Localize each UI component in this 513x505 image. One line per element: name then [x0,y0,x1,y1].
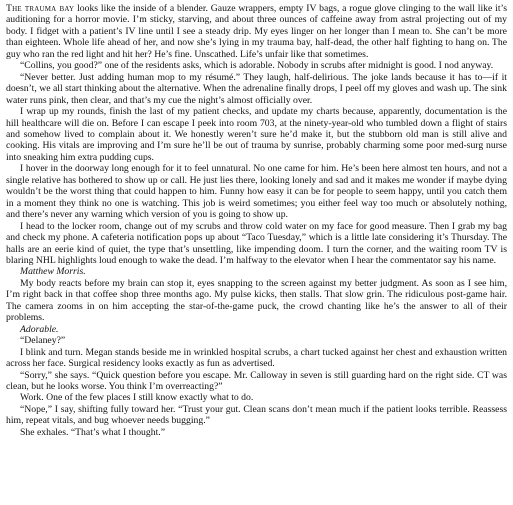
paragraph-1-text: looks like the inside of a blender. Gauze wrappers, empty IV bags, a rogue glove clinging to the wall like it’s auditioning for a horror movie. I’m sticky, starving, and about three ounces of caffeine away from astral projecting out of my body. I fidget with a patient’s IV line until I see a steady drip. My eyes linger on her longer than I mean to. She can’t be more than eighteen. Whole life ahead of her, and now she’s lying in my trauma bay, half-dead, the other half fighting to hang on. The guy who ran the red light and hit her? He’s fine. Unscathed. Life’s unfair like that sometimes. [6,3,507,60]
chapter-lead-in: The trauma bay [6,3,75,14]
paragraph-5: I hover in the doorway long enough for it to feel unnatural. No one came for him. He’s been here almost ten hours, and not a single relative has bothered to show up or call. He just lies there, looking lonely and sad and it makes me wonder if maybe dying wouldn’t be the worst thing that could happen to him. Funny how easy it can be for people to seem happy, until you catch them in a moment they think no one is watching. This job is weird sometimes; you either feel way too much or absolutely nothing, and there’s never any warning which version of you is going to show up. [6,163,507,221]
paragraph-15: She exhales. “That’s what I thought.” [20,426,166,438]
paragraph-10: “Delaney?” [20,335,66,347]
paragraph-3: “Never better. Just adding human mop to my résumé.” They laugh, half-delirious. The joke lands because it has to—if it doesn’t, we all start thinking about the alternative. When the adrenaline finally drops, I peel off my gloves and wash up. The sink water runs pink, then clear, and that’s my cue the night’s almost officially over. [6,71,507,106]
paragraph-11: I blink and turn. Megan stands beside me in wrinkled hospital scrubs, a chart tucked against her chest and exhaustion written across her face. Surgical residency looks exactly as fun as advertised. [6,346,507,370]
paragraph-2: “Collins, you good?” one of the residents asks, which is adorable. Nobody in scrubs after midnight is good. I nod anyway. [20,60,494,72]
paragraph-6: I head to the locker room, change out of my scrubs and throw cold water on my face for good measure. Then I grab my bag and check my phone. A cafeteria notification pops up about “Taco Tuesday,” which is a little late considering it’s Thursday. The halls are an eerie kind of quiet, the type that’s unsettling, like impending doom. I turn the corner, and the waiting room TV is blaring NHL highlights loud enough to wake the dead. I’m halfway to the elevator when I hear the commentator say his name. [6,220,507,266]
paragraph-13: Work. One of the few places I still know exactly what to do. [20,392,254,404]
paragraph-1 [6,3,507,60]
paragraph-14: “Nope,” I say, shifting fully toward her. “Trust your gut. Clean scans don’t mean much if the patient looks terrible. Reassess him, repeat vitals, and bug whoever needs bugging.” [6,403,507,427]
paragraph-4: I wrap up my rounds, finish the last of my patient checks, and update my charts because, apparently, documentation is the hill healthcare will die on. Before I can escape I peek into room 703, at the ninety-year-old who tumbled down a flight of stairs and somehow lived to complain about it. We honestly weren’t sure he’d make it, but the stubborn old man is still alive and cooking. His vitals are improving and I’m sure he’ll be out of trauma by sunrise, probably charming some poor med-surg nurse into sneaking him extra pudding cups. [6,106,507,163]
paragraph-7: Matthew Morris. [20,266,86,278]
paragraph-8: My body reacts before my brain can stop it, eyes snapping to the screen against my better judgment. As soon as I see him, I’m right back in that coffee shop three months ago. My pulse kicks, then stalls. That slow grin. The ridiculous post-game hair. The camera zooms in on him accepting the star-of-the-game puck, the crowd chanting like he’s the answer to all of their problems. [6,277,507,324]
paragraph-12: “Sorry,” she says. “Quick question before you escape. Mr. Calloway in seven is still guarding hard on the right side. CT was clean, but he looks worse. You think I’m overreacting?” [6,369,507,392]
paragraph-9: Adorable. [20,323,59,335]
